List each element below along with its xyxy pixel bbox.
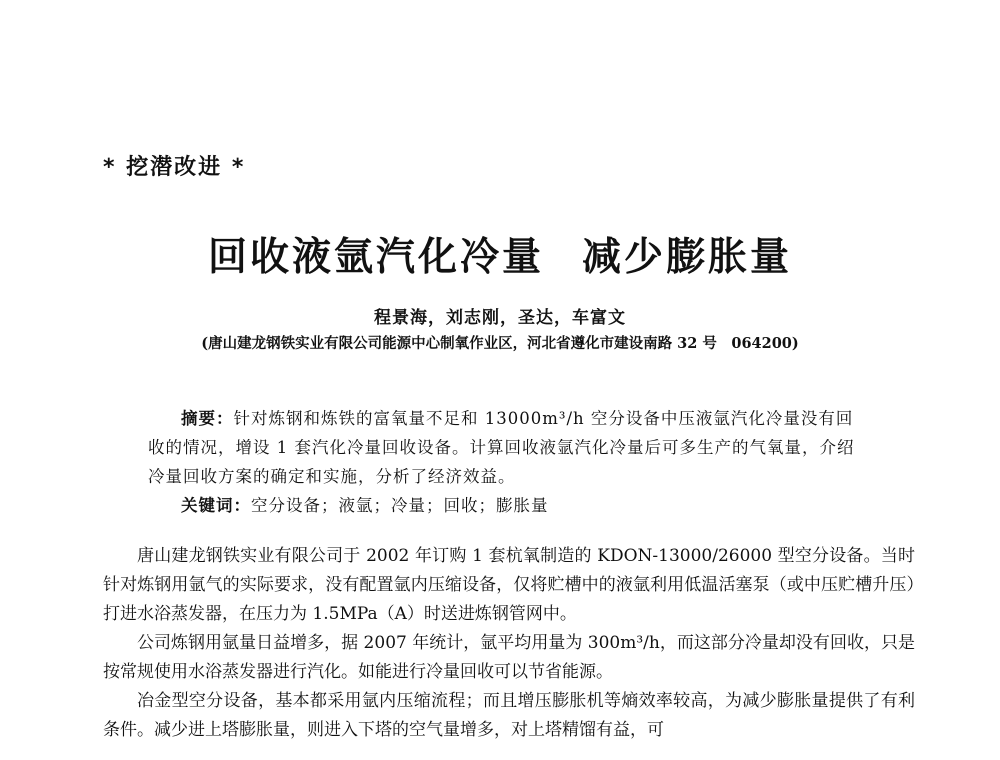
- abstract-paragraph: [148, 404, 868, 491]
- body-text: [103, 542, 915, 745]
- abstract-label: 摘要：: [181, 409, 234, 428]
- keywords-paragraph: [148, 491, 868, 520]
- keywords-text: 空分设备；液氩；冷量；回收；膨胀量: [251, 496, 549, 515]
- abstract-block: [148, 404, 868, 520]
- title-part-2: 减少膨胀量: [582, 234, 793, 280]
- title-part-1: 回收液氩汽化冷量: [207, 234, 544, 280]
- article-title: [0, 226, 1000, 282]
- affiliation: (唐山建龙钢铁实业有限公司能源中心制氧作业区，河北省遵化市建设南路 32 号 064200): [201, 335, 799, 352]
- column-tag: * 挖潜改进 *: [103, 155, 246, 180]
- keywords-label: 关键词：: [181, 496, 251, 515]
- body-paragraph-1: 唐山建龙钢铁实业有限公司于 2002 年订购 1 套杭氧制造的 KDON-13000/26000 型空分设备。当时针对炼钢用氩气的实际要求，没有配置氩内压缩设备，仅将贮槽中的液氩利用低温活塞泵（或中压贮槽升压）打进水浴蒸发器，在压力为 1.5MPa（A）时送进炼钢管网中。: [103, 546, 915, 624]
- abstract-text: 针对炼钢和炼铁的富氧量不足和 13000m³/h 空分设备中压液氩汽化冷量没有回收的情况，增设 1 套汽化冷量回收设备。计算回收液氩汽化冷量后可多生产的气氧量，介绍冷量回收方案的确定和实施，分析了经济效益。: [148, 409, 855, 486]
- body-paragraph-3: 冶金型空分设备，基本都采用氩内压缩流程；而且增压膨胀机等熵效率较高，为减少膨胀量提供了有利条件。减少进上塔膨胀量，则进入下塔的空气量增多，对上塔精馏有益，可: [103, 691, 915, 740]
- author-list: 程景海，刘志刚，圣达，车富文: [374, 308, 626, 328]
- body-paragraph-2: 公司炼钢用氩量日益增多，据 2007 年统计，氩平均用量为 300m³/h，而这部分冷量却没有回收，只是按常规使用水浴蒸发器进行汽化。如能进行冷量回收可以节省能源。: [103, 633, 915, 682]
